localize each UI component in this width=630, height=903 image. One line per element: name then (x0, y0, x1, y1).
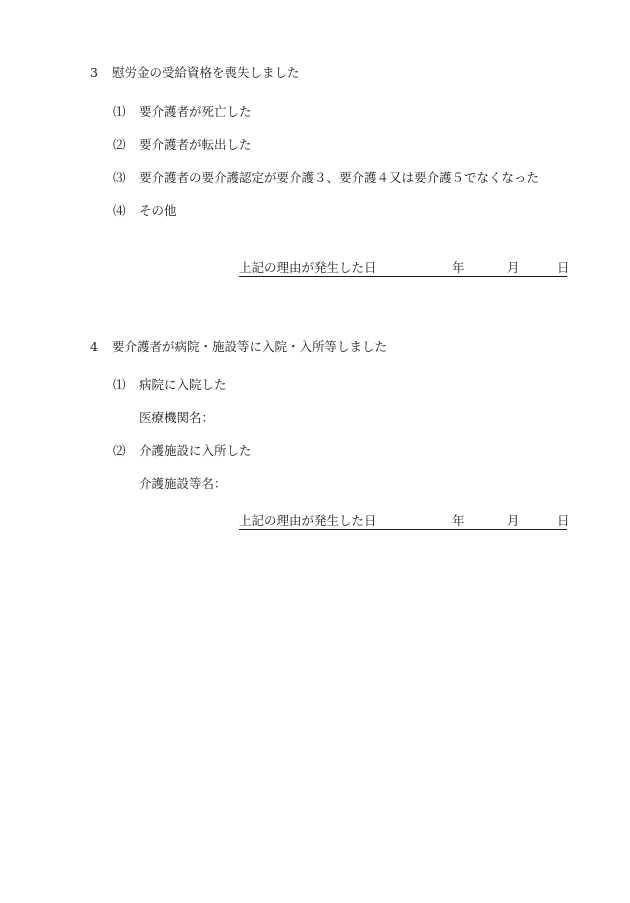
item-marker: ⑶ (113, 170, 126, 185)
item-text: 要介護者が死亡した (139, 104, 252, 119)
section-3-item-4 (113, 203, 177, 219)
section-4-date-line (239, 513, 570, 530)
date-month-label: 月 (507, 260, 520, 275)
item-marker: ⑷ (113, 203, 126, 218)
date-year-label: 年 (452, 513, 465, 528)
item-text: その他 (139, 203, 177, 218)
item-marker: ⑴ (113, 104, 126, 119)
section-4-item-2 (113, 443, 252, 459)
care-facility-name-label: 介護施設等名： (139, 476, 227, 491)
item-marker: ⑴ (113, 377, 126, 392)
item-text: 介護施設に入所した (139, 443, 252, 458)
section-4-item-1 (113, 377, 227, 393)
date-month-label: 月 (507, 513, 520, 528)
section-3-date-line (239, 260, 570, 277)
date-year-label: 年 (452, 260, 465, 275)
section-4-title: 要介護者が病院・施設等に入院・入所等しました (112, 339, 388, 354)
section-3-heading (90, 65, 300, 81)
item-text: 要介護者が転出した (139, 137, 252, 152)
section-3-item-1 (113, 104, 252, 120)
date-day-label: 日 (557, 260, 570, 275)
section-3-item-2 (113, 137, 252, 153)
date-line-label: 上記の理由が発生した日 (239, 260, 377, 275)
item-text: 要介護者の要介護認定が要介護３、要介護４又は要介護５でなくなった (139, 170, 540, 185)
section-3-title: 慰労金の受給資格を喪失しました (112, 65, 300, 80)
item-marker: ⑵ (113, 137, 126, 152)
section-4-heading (90, 339, 387, 355)
section-4-number: 4 (90, 339, 98, 354)
date-line-label: 上記の理由が発生した日 (239, 513, 377, 528)
section-3-item-3 (113, 170, 539, 186)
date-day-label: 日 (557, 513, 570, 528)
section-3-number: 3 (90, 65, 98, 80)
item-marker: ⑵ (113, 443, 126, 458)
item-text: 病院に入院した (139, 377, 227, 392)
medical-institution-name-label: 医療機関名： (139, 410, 215, 425)
